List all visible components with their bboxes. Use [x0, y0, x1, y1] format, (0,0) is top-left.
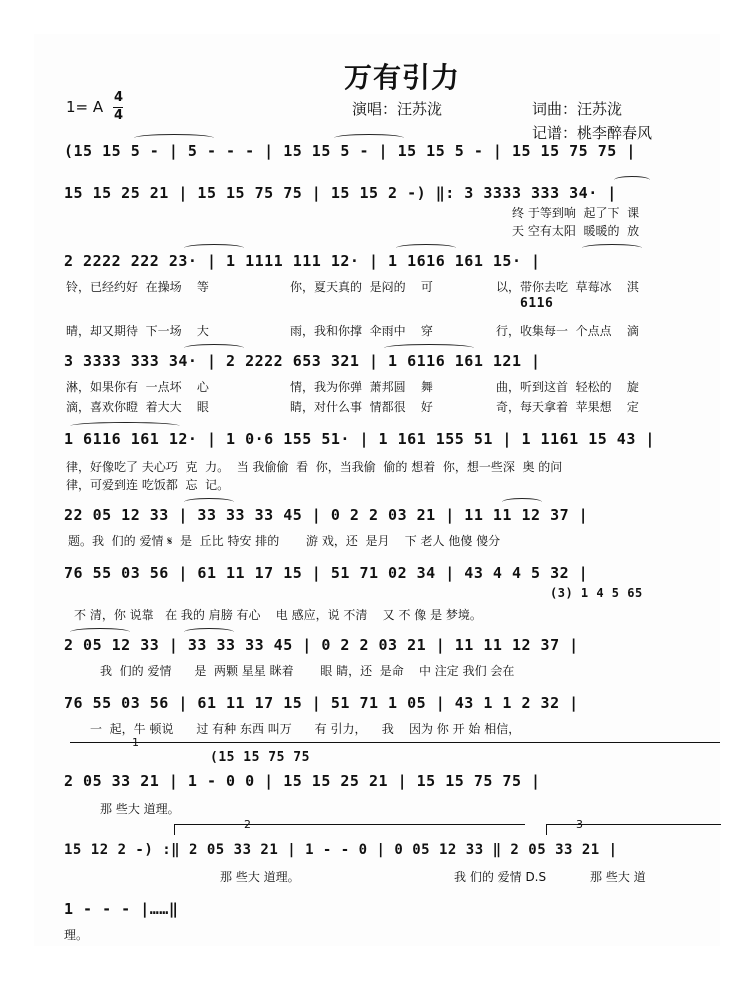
notation-row: 1 6116 161 12· | 1 0·6 155 51· | 1 161 155 51 | 1 1161 15 43 | — [64, 430, 655, 448]
notation-row: 2 05 33 21 | 1 - 0 0 | 15 15 25 21 | 15 15 75 75 | — [64, 772, 541, 790]
lyric-line: 律，可爱到连 吃饭都 忘 记。 — [66, 478, 230, 492]
lyric-line: 理。 — [64, 928, 89, 942]
slur — [614, 176, 650, 184]
lyric-line: 律，好像吃了 夫心巧 克 力。 当 我偷偷 看 你，当我偷 偷的 想着 你，想一些深 奥 的问 — [66, 460, 563, 474]
lyric-line: 淋，如果你有 一点坏 心 — [66, 380, 209, 394]
alternate-notes: 6116 — [520, 296, 554, 311]
slur — [334, 134, 404, 142]
slur — [384, 344, 474, 352]
notation-row: (15 15 5 - | 5 - - - | 15 15 5 - | 15 15 5 - | 15 15 75 75 | — [64, 142, 636, 160]
lyric-line: 铃，已经约好 在操场 等 — [66, 280, 209, 294]
notation-row: 76 55 03 56 | 61 11 17 15 | 51 71 02 34 | 43 4 4 5 32 | — [64, 564, 589, 582]
slur — [70, 422, 180, 430]
slur — [582, 244, 642, 252]
lyric-line: 曲，听到这首 轻松的 旋 — [496, 380, 639, 394]
transcriber-credit: 记谱：桃李醉春风 — [532, 124, 653, 142]
notation-row: 15 15 25 21 | 15 15 75 75 | 15 15 2 -) ‖: 3 3333 333 34· | — [64, 184, 617, 202]
volta-bracket — [546, 824, 721, 835]
lyric-line: 题。我 们的 爱情 𝄋 是 丘比 特安 排的 游 戏，还 是月 下 老人 他傻 傻分 — [68, 534, 501, 548]
slur — [184, 244, 244, 252]
volta-number: 3 — [576, 818, 583, 831]
notation-row: 15 12 2 -) :‖ 2 05 33 21 | 1 - - 0 | 0 05 12 33 ‖ 2 05 33 21 | — [64, 842, 618, 858]
lyric-line: 那 些大 道理。 — [100, 802, 180, 816]
alternate-notes: (3) 1 4 5 65 — [550, 586, 643, 600]
lyric-line: 行，收集每一 个点点 滴 — [496, 324, 639, 338]
volta-number: 1 — [132, 736, 139, 749]
key-signature: 1= A — [66, 98, 104, 116]
composer-credit: 词曲：汪苏泷 — [532, 100, 623, 118]
slur — [396, 244, 456, 252]
lyric-line: 一 起，牛 顿说 过 有种 东西 叫万 有 引力， 我 因为 你 开 始 相信， — [90, 722, 521, 736]
lyric-line: 雨，我和你撑 伞雨中 穿 — [290, 324, 433, 338]
volta-bracket — [174, 824, 525, 835]
slur — [502, 498, 542, 506]
lyric-line: 睛，对什么事 情都很 好 — [290, 400, 433, 414]
slur — [184, 344, 244, 352]
notation-row: 2 2222 222 23· | 1 1111 111 12· | 1 1616 161 15· | — [64, 252, 541, 270]
lyric-line: 不 清，你 说靠 在 我的 肩膀 有心 电 感应，说 不清 又 不 像 是 梦境。 — [74, 608, 482, 622]
time-signature-bottom: 4 — [114, 108, 124, 123]
volta-number: 2 — [244, 818, 251, 831]
score-sheet — [34, 34, 720, 946]
slur — [70, 628, 130, 636]
lyric-line: 那 些大 道理。 — [220, 870, 300, 884]
notation-row: 22 05 12 33 | 33 33 33 45 | 0 2 2 03 21 | 11 11 12 37 | — [64, 506, 589, 524]
notation-row: 1 - - - |……‖ — [64, 900, 179, 918]
lyric-line: 奇，每天拿着 苹果想 定 — [496, 400, 639, 414]
notation-row: 2 05 12 33 | 33 33 33 45 | 0 2 2 03 21 | 11 11 12 37 | — [64, 636, 579, 654]
volta-line — [70, 742, 720, 743]
lyric-line: 滴，喜欢你瞪 着大大 眼 — [66, 400, 209, 414]
slur — [184, 628, 234, 636]
lyric-line: 情，我为你弹 萧邦圆 舞 — [290, 380, 433, 394]
notation-row: 76 55 03 56 | 61 11 17 15 | 51 71 1 05 | 43 1 1 2 32 | — [64, 694, 579, 712]
lyric-line: 那 些大 道 — [590, 870, 646, 884]
slur — [134, 134, 214, 142]
lyric-line: 天 空有太阳 暖暖的 放 — [512, 224, 640, 238]
lyric-line: 晴，却又期待 下一场 大 — [66, 324, 209, 338]
notation-row: 3 3333 333 34· | 2 2222 653 321 | 1 6116 161 121 | — [64, 352, 541, 370]
slur — [184, 498, 234, 506]
lyric-line: 我 们的 爱情 是 两颗 星星 眯着 眼 睛，还 是命 中 注定 我们 会在 — [100, 664, 515, 678]
song-title: 万有引力 — [344, 61, 461, 94]
lyric-line: 终 于等到响 起了下 课 — [512, 206, 640, 220]
singer-credit: 演唱：汪苏泷 — [352, 100, 443, 118]
alternate-notes: (15 15 75 75 — [210, 750, 310, 765]
time-signature-top: 4 — [114, 90, 124, 105]
lyric-line: 以，带你去吃 草莓冰 淇 — [496, 280, 639, 294]
lyric-line: 我 们的 爱情 D.S — [454, 870, 547, 884]
lyric-line: 你，夏天真的 是闷的 可 — [290, 280, 433, 294]
